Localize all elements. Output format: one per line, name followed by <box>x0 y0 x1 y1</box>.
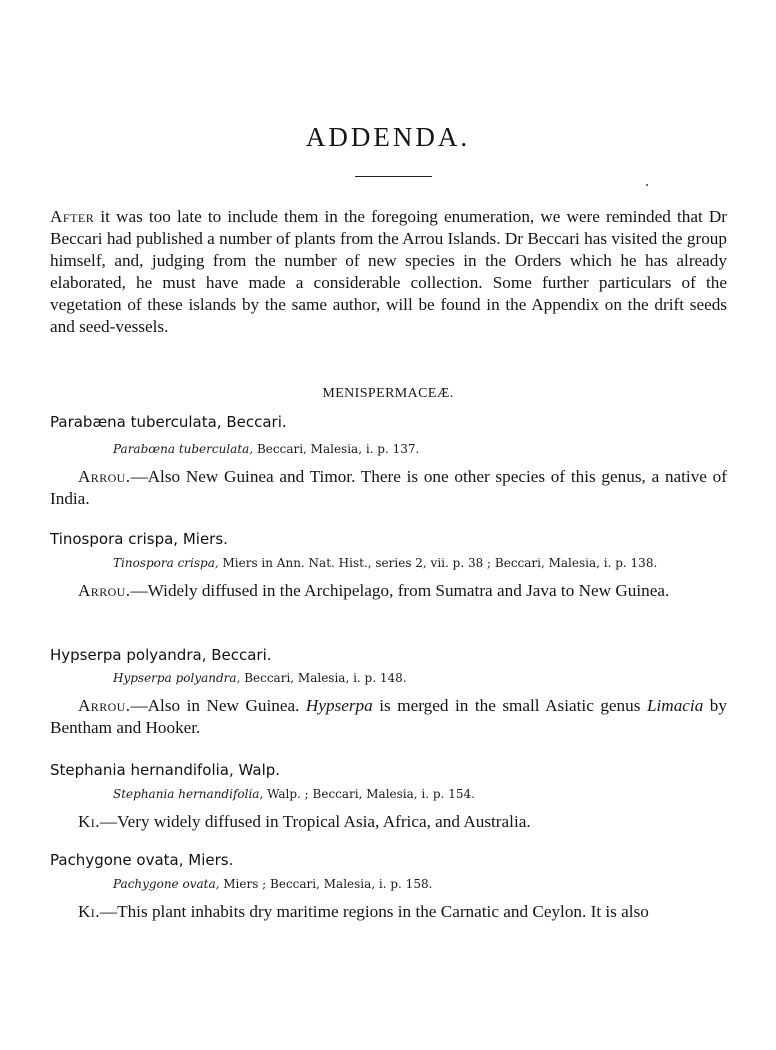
ref-rest: Walp. ; Beccari, Malesia, i. p. 154. <box>263 787 475 801</box>
locality: Arrou. <box>78 696 131 715</box>
intro-lead: After <box>50 207 95 226</box>
species-name: Stephania hernandifolia, Walp. <box>50 761 281 779</box>
species-name: Pachygone ovata, Miers. <box>50 851 234 869</box>
intro-paragraph <box>50 206 727 338</box>
species-note: Ki.—This plant inhabits dry maritime regions in the Carnatic and Ceylon. It is also <box>78 902 649 921</box>
species-reference <box>113 877 432 891</box>
species-reference <box>113 671 407 685</box>
ref-rest: Miers ; Beccari, Malesia, i. p. 158. <box>219 877 433 891</box>
ref-italic: Stephania hernandifolia, <box>113 787 264 801</box>
ref-italic: Parabœna tuberculata, <box>113 442 254 456</box>
species-note: Arrou.—Also in New Guinea. Hypserpa is merged in the small Asiatic genus Limacia by Bentham and Hooker. <box>50 696 727 737</box>
page-title: ADDENDA. <box>305 122 471 152</box>
species-reference <box>113 442 419 456</box>
locality: Ki. <box>78 902 100 921</box>
species-reference <box>113 787 475 801</box>
locality: Ki. <box>78 812 100 831</box>
ref-italic: Tinospora crispa, <box>113 556 219 570</box>
species-name: Tinospora crispa, Miers. <box>50 530 228 548</box>
print-speck <box>646 184 648 186</box>
species-reference <box>113 556 657 570</box>
ref-italic: Pachygone ovata, <box>113 877 220 891</box>
intro-text: it was too late to include them in the foregoing enumeration, we were reminded that Dr Beccari had published a number of plants from the Arrou Islands. Dr Beccari has visited the group himself, and, judging from the number of new species in the Orders which he has already elaborated, he must have made a considerable collection. Some further particulars of the vegetation of these islands by the same author, will be found in the Appendix on the drift seeds and seed-vessels. <box>50 207 727 336</box>
genus-name: Limacia <box>646 696 704 715</box>
ref-rest: Miers in Ann. Nat. Hist., series 2, vii. p. 38 ; Beccari, Malesia, i. p. 138. <box>218 556 658 570</box>
species-note: Arrou.—Widely diffused in the Archipelago, from Sumatra and Java to New Guinea. <box>78 581 670 600</box>
title-rule <box>355 176 432 177</box>
ref-rest: Beccari, Malesia, i. p. 148. <box>240 671 407 685</box>
locality: Arrou. <box>78 467 131 486</box>
locality: Arrou. <box>78 581 131 600</box>
species-name: Hypserpa polyandra, Beccari. <box>50 646 272 664</box>
genus-name: Hypserpa <box>305 696 373 715</box>
ref-rest: Beccari, Malesia, i. p. 137. <box>253 442 420 456</box>
species-note: Arrou.—Also New Guinea and Timor. There is one other species of this genus, a native of India. <box>50 467 727 508</box>
species-name: Parabæna tuberculata, Beccari. <box>50 413 287 431</box>
ref-italic: Hypserpa polyandra, <box>113 671 241 685</box>
species-note: Ki.—Very widely diffused in Tropical Asia, Africa, and Australia. <box>78 812 531 831</box>
family-heading: MENISPERMACEÆ. <box>322 386 454 401</box>
